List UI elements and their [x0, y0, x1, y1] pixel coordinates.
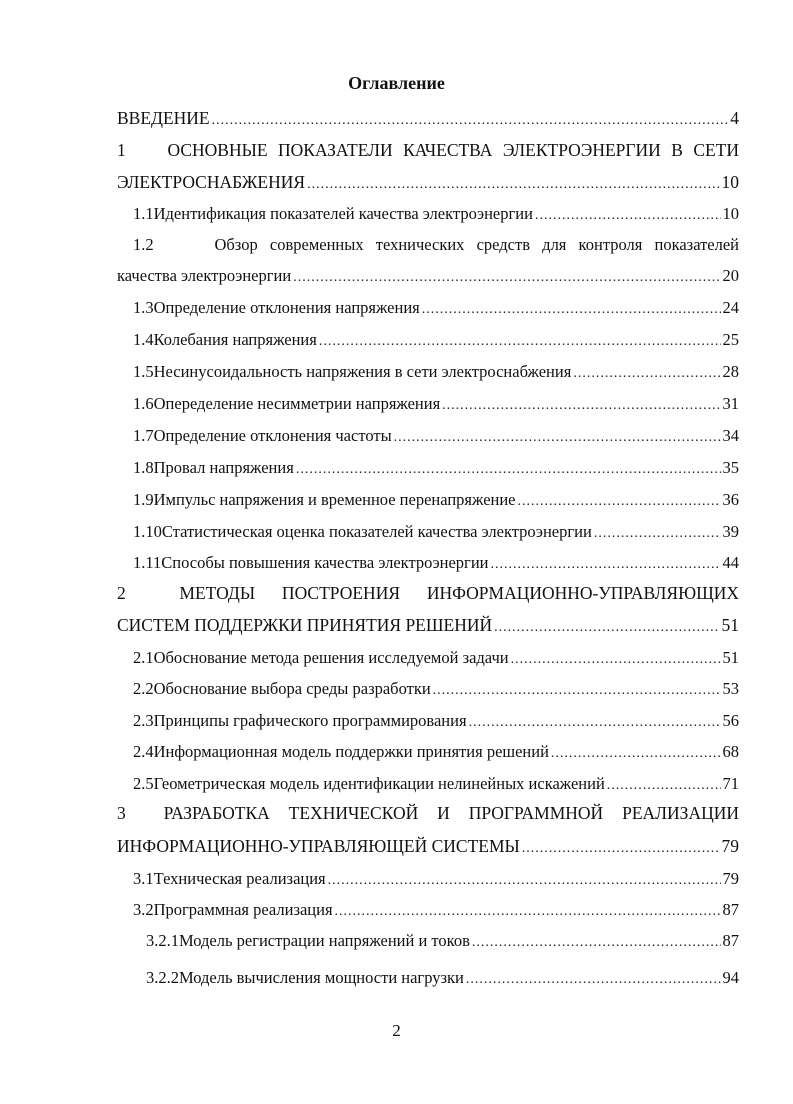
toc-chapter-2-line1[interactable]	[117, 583, 739, 603]
toc-entry-text: Обоснование метода решения исследуемой задачи	[153, 648, 509, 667]
dot-leader	[472, 933, 721, 953]
toc-entry-text: ИНФОРМАЦИОННО-УПРАВЛЯЮЩЕЙ СИСТЕМЫ	[117, 836, 520, 856]
toc-entry-number: 1.7	[133, 426, 154, 445]
dot-leader	[394, 428, 721, 448]
toc-entry-number: 1.1	[133, 204, 154, 223]
toc-entry-text: РАЗРАБОТКА ТЕХНИЧЕСКОЙ И ПРОГРАММНОЙ РЕАЛИЗАЦИИ	[163, 803, 740, 823]
toc-entry-page: 31	[722, 394, 739, 413]
toc-entry-1-1[interactable]	[133, 204, 739, 226]
toc-entry-text: СИСТЕМ ПОДДЕРЖКИ ПРИНЯТИЯ РЕШЕНИЙ	[117, 615, 493, 635]
toc-entry-2-4[interactable]	[133, 742, 739, 764]
dot-leader	[319, 332, 721, 352]
toc-entry-2-1[interactable]	[133, 648, 739, 670]
toc-entry-number: 2.4	[133, 742, 154, 761]
toc-entry-page: 53	[722, 679, 739, 698]
toc-entry-text: качества электроэнергии	[117, 266, 292, 285]
toc-entry-number: 1.8	[133, 458, 154, 477]
dot-leader	[433, 681, 721, 701]
toc-chapter-number: 1	[117, 140, 126, 160]
toc-entry-number: 3.2.1	[146, 931, 179, 950]
toc-entry-page: 79	[722, 869, 739, 888]
toc-entry-text: Модель регистрации напряжений и токов	[179, 931, 470, 950]
toc-entry-2-2[interactable]	[133, 679, 739, 701]
toc-entry-page: 51	[721, 615, 739, 635]
toc-entry-1-2-line1[interactable]	[133, 235, 739, 255]
toc-entry-text: Несинусоидальность напряжения в сети электроснабжения	[153, 362, 572, 381]
toc-entry-text: Статистическая оценка показателей качества электроэнергии	[161, 522, 592, 541]
dot-leader	[551, 744, 721, 764]
toc-entry-text: Определение отклонения частоты	[153, 426, 392, 445]
toc-entry-intro[interactable]	[117, 108, 739, 131]
dot-leader	[518, 492, 721, 512]
toc-entry-page: 4	[730, 108, 739, 128]
toc-entry-page: 87	[722, 931, 739, 950]
toc-chapter-1-line2[interactable]	[117, 172, 739, 195]
dot-leader	[328, 871, 721, 891]
toc-chapter-number: 3	[117, 803, 126, 823]
toc-entry-number: 1.11	[133, 553, 162, 572]
toc-entry-2-3[interactable]	[133, 711, 739, 733]
toc-entry-text: Обоснование выбора среды разработки	[153, 679, 431, 698]
dot-leader	[573, 364, 720, 384]
toc-entry-page: 35	[722, 458, 739, 477]
toc-entry-1-7[interactable]	[133, 426, 739, 448]
dot-leader	[335, 902, 721, 922]
toc-entry-number: 2.1	[133, 648, 154, 667]
toc-entry-page: 10	[721, 172, 739, 192]
page-title: Оглавление	[348, 73, 445, 93]
toc-entry-text: Принципы графического программирования	[153, 711, 467, 730]
toc-entry-number: 1.3	[133, 298, 154, 317]
dot-leader	[442, 396, 720, 416]
toc-entry-3-2-2[interactable]	[146, 968, 739, 990]
toc-entry-text: Обзор современных технических средств для контроля показателей	[214, 235, 740, 254]
toc-chapter-1-line1[interactable]	[117, 140, 739, 160]
dot-leader	[535, 206, 721, 226]
dot-leader	[491, 555, 721, 575]
toc-chapter-3-line2[interactable]	[117, 836, 739, 859]
toc-entry-number: 2.2	[133, 679, 154, 698]
toc-entry-number: 2.3	[133, 711, 154, 730]
toc-entry-page: 34	[722, 426, 739, 445]
toc-entry-text: Идентификация показателей качества электроэнергии	[153, 204, 533, 223]
toc-entry-page: 51	[722, 648, 739, 667]
toc-entry-text: ВВЕДЕНИЕ	[117, 108, 210, 128]
toc-entry-1-10[interactable]	[133, 522, 739, 544]
toc-entry-page: 28	[722, 362, 739, 381]
toc-entry-3-1[interactable]	[133, 869, 739, 891]
toc-entry-1-6[interactable]	[133, 394, 739, 416]
toc-entry-page: 25	[722, 330, 739, 349]
toc-entry-page: 36	[722, 490, 739, 509]
toc-entry-page: 56	[722, 711, 739, 730]
toc-entry-number: 1.9	[133, 490, 154, 509]
toc-entry-text: Техническая реализация	[153, 869, 326, 888]
toc-entry-number: 1.2	[133, 235, 154, 254]
toc-entry-number: 3.1	[133, 869, 154, 888]
toc-entry-page: 39	[722, 522, 739, 541]
toc-entry-number: 3.2	[133, 900, 154, 919]
toc-entry-number: 1.10	[133, 522, 162, 541]
toc-entry-text: Опеределение несимметрии напряжения	[153, 394, 441, 413]
toc-entry-page: 79	[721, 836, 739, 856]
toc-entry-page: 87	[722, 900, 739, 919]
toc-entry-page: 20	[722, 266, 739, 285]
toc-chapter-3-line1[interactable]	[117, 803, 739, 823]
toc-entry-text: МЕТОДЫ ПОСТРОЕНИЯ ИНФОРМАЦИОННО-УПРАВЛЯЮЩИХ	[179, 583, 739, 603]
toc-entry-3-2-1[interactable]	[146, 931, 739, 953]
toc-entry-text: Модель вычисления мощности нагрузки	[179, 968, 464, 987]
dot-leader	[511, 650, 721, 670]
toc-entry-page: 68	[722, 742, 739, 761]
toc-entry-page: 94	[722, 968, 739, 987]
toc-entry-page: 71	[722, 774, 739, 793]
toc-entry-text: Провал напряжения	[153, 458, 294, 477]
toc-entry-text: Способы повышения качества электроэнергии	[161, 553, 489, 572]
toc-entry-number: 1.6	[133, 394, 154, 413]
toc-entry-page: 44	[722, 553, 739, 572]
page-number: 2	[392, 1021, 401, 1040]
toc-entry-text: Геометрическая модель идентификации нелинейных искажений	[153, 774, 605, 793]
toc-entry-1-5[interactable]	[133, 362, 739, 384]
toc-entry-number: 2.5	[133, 774, 154, 793]
toc-entry-1-3[interactable]	[133, 298, 739, 320]
toc-entry-1-9[interactable]	[133, 490, 739, 512]
dot-leader	[422, 300, 721, 320]
toc-entry-page: 24	[722, 298, 739, 317]
dot-leader	[307, 175, 719, 195]
dot-leader	[607, 776, 721, 796]
toc-entry-text: Импульс напряжения и временное перенапряжение	[153, 490, 516, 509]
toc-entry-text: Определение отклонения напряжения	[153, 298, 420, 317]
dot-leader	[594, 524, 721, 544]
toc-entry-1-11[interactable]	[133, 553, 739, 575]
toc-entry-1-4[interactable]	[133, 330, 739, 352]
toc-entry-3-2[interactable]	[133, 900, 739, 922]
dot-leader	[296, 460, 721, 480]
toc-entry-number: 3.2.2	[146, 968, 179, 987]
toc-chapter-number: 2	[117, 583, 126, 603]
dot-leader	[293, 268, 720, 288]
toc-entry-text: ЭЛЕКТРОСНАБЖЕНИЯ	[117, 172, 306, 192]
dot-leader	[466, 970, 721, 990]
toc-entry-text: Информационная модель поддержки принятия решений	[153, 742, 549, 761]
dot-leader	[494, 618, 719, 638]
toc-entry-2-5[interactable]	[133, 774, 739, 796]
dot-leader	[522, 839, 720, 859]
toc-entry-text: Колебания напряжения	[153, 330, 317, 349]
toc-entry-1-8[interactable]	[133, 458, 739, 480]
toc-entry-text: ОСНОВНЫЕ ПОКАЗАТЕЛИ КАЧЕСТВА ЭЛЕКТРОЭНЕРГИИ В СЕТИ	[167, 140, 740, 160]
toc-chapter-2-line2[interactable]	[117, 615, 739, 638]
toc-entry-1-2-line2[interactable]	[117, 266, 739, 288]
dot-leader	[469, 713, 721, 733]
toc-entry-page: 10	[722, 204, 739, 223]
toc-entry-number: 1.5	[133, 362, 154, 381]
toc-entry-number: 1.4	[133, 330, 154, 349]
dot-leader	[212, 111, 729, 131]
toc-entry-text: Программная реализация	[153, 900, 333, 919]
